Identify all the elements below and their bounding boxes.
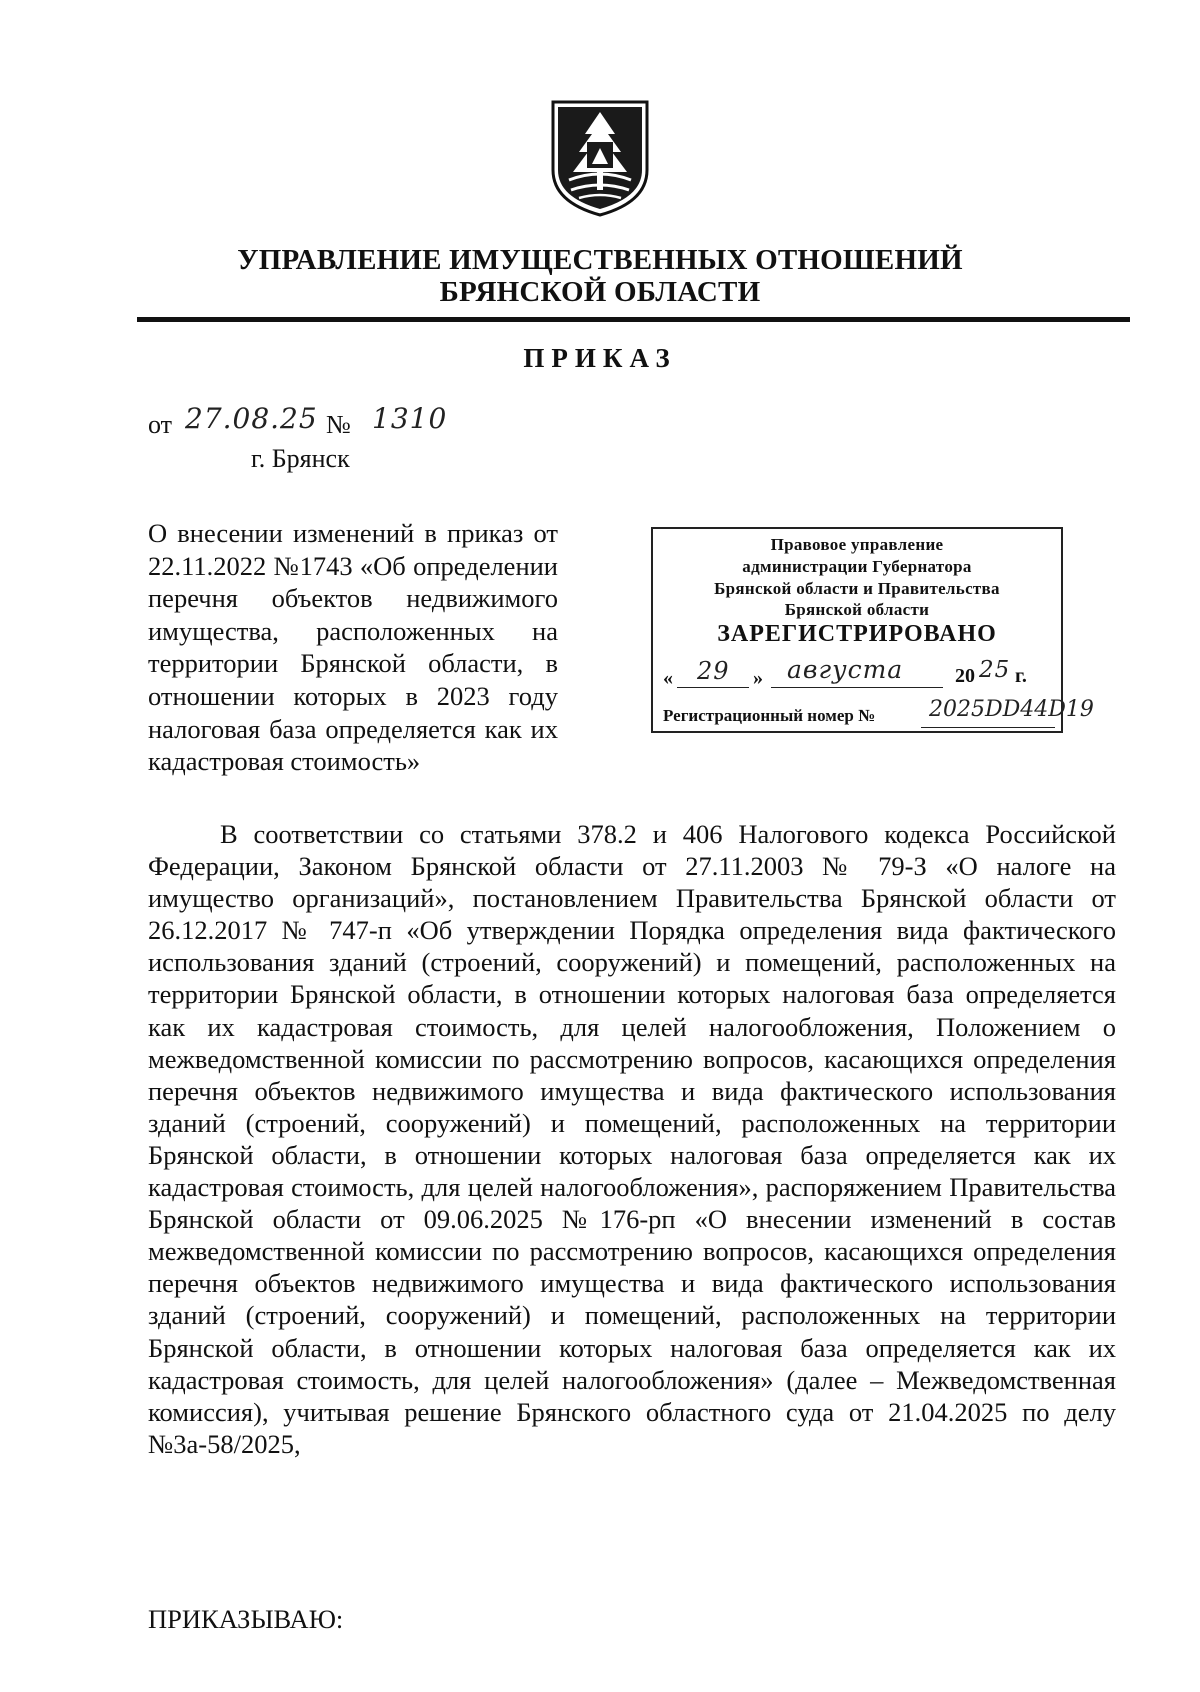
org-name-line1: УПРАВЛЕНИЕ ИМУЩЕСТВЕННЫХ ОТНОШЕНИЙ [237, 244, 963, 276]
stamp-line4: Брянской области [784, 600, 930, 619]
stamp-quote-open: « [663, 667, 673, 689]
city: г. Брянск [251, 444, 350, 473]
stamp-year-unit: г. [1015, 665, 1027, 687]
date-prefix: от [148, 410, 173, 439]
stamp-line2: администрации Губернатора [742, 557, 972, 576]
registration-stamp [651, 527, 1094, 733]
stamp-year-prefix: 20 [955, 665, 975, 687]
preamble-paragraph: В соответствии со статьями 378.2 и 406 Налогового кодекса Российской Федерации, Законом Брянской области от 27.11.2003 № 79-З «О налоге на имущество организаций», постановлением Правительства Брянской области от 26.12.2017 № 747-п «Об утверждении Порядка определения вида фактического использования зданий (строений, сооружений) и помещений, расположенных на территории Брянской области, в отношении которых налоговая база определяется как их кадастровая стоимость, для целей налогообложения, Положением о межведомственной комиссии по рассмотрению вопросов, касающихся определения перечня объектов недвижимого имущества и вида фактического использования зданий (строений, сооружений) и помещений, расположенных на территории Брянской области, в отношении которых налоговая база определяется как их кадастровая стоимость, для целей налогообложения», распоряжением Правительства Брянской области от 09.06.2025 №176-рп «О внесении изменений в состав межведомственной комиссии по рассмотрению вопросов, касающихся определения перечня объектов недвижимого имущества и вида фактического использования зданий (строений, сооружений) и помещений, расположенных на территории Брянской области, в отношении которых налоговая база определяется как их кадастровая стоимость, для целей налогообложения» (далее – Межведомственная комиссия), учитывая решение Брянского областного суда от 21.04.2025 по делу №3а-58/2025, [148, 819, 1116, 1459]
header-divider [137, 317, 1130, 322]
number-prefix: № [326, 410, 351, 439]
stamp-line1: Правовое управление [770, 535, 944, 554]
stamp-month: августа [787, 655, 904, 684]
stamp-reg-number: 2025DD44D19 [929, 697, 1094, 722]
stamp-quote-close: » [753, 667, 763, 689]
coat-of-arms-emblem [549, 98, 651, 218]
order-date-handwritten: 27.08.25 [185, 402, 318, 435]
org-name-line2: БРЯНСКОЙ ОБЛАСТИ [439, 276, 761, 308]
stamp-registered-label: ЗАРЕГИСТРИРОВАНО [717, 621, 997, 647]
order-word: ПРИКАЗЫВАЮ: [148, 1604, 344, 1634]
document-title: ПРИКАЗ [523, 343, 677, 373]
order-subject: О внесении изменений в приказ от 22.11.2022 №1743 «Об определении перечня объектов недвижимого имущества, расположенных на территории Брянской области, в отношении которых в 2023 году налоговая база определяется как их кадастровая стоимость» [148, 518, 558, 777]
stamp-reg-number-label: Регистрационный номер № [663, 706, 876, 725]
order-number-handwritten: 1310 [372, 402, 448, 435]
stamp-day: 29 [697, 657, 730, 685]
stamp-line3: Брянской области и Правительства [714, 579, 1000, 598]
stamp-year-suffix: 25 [979, 657, 1011, 683]
